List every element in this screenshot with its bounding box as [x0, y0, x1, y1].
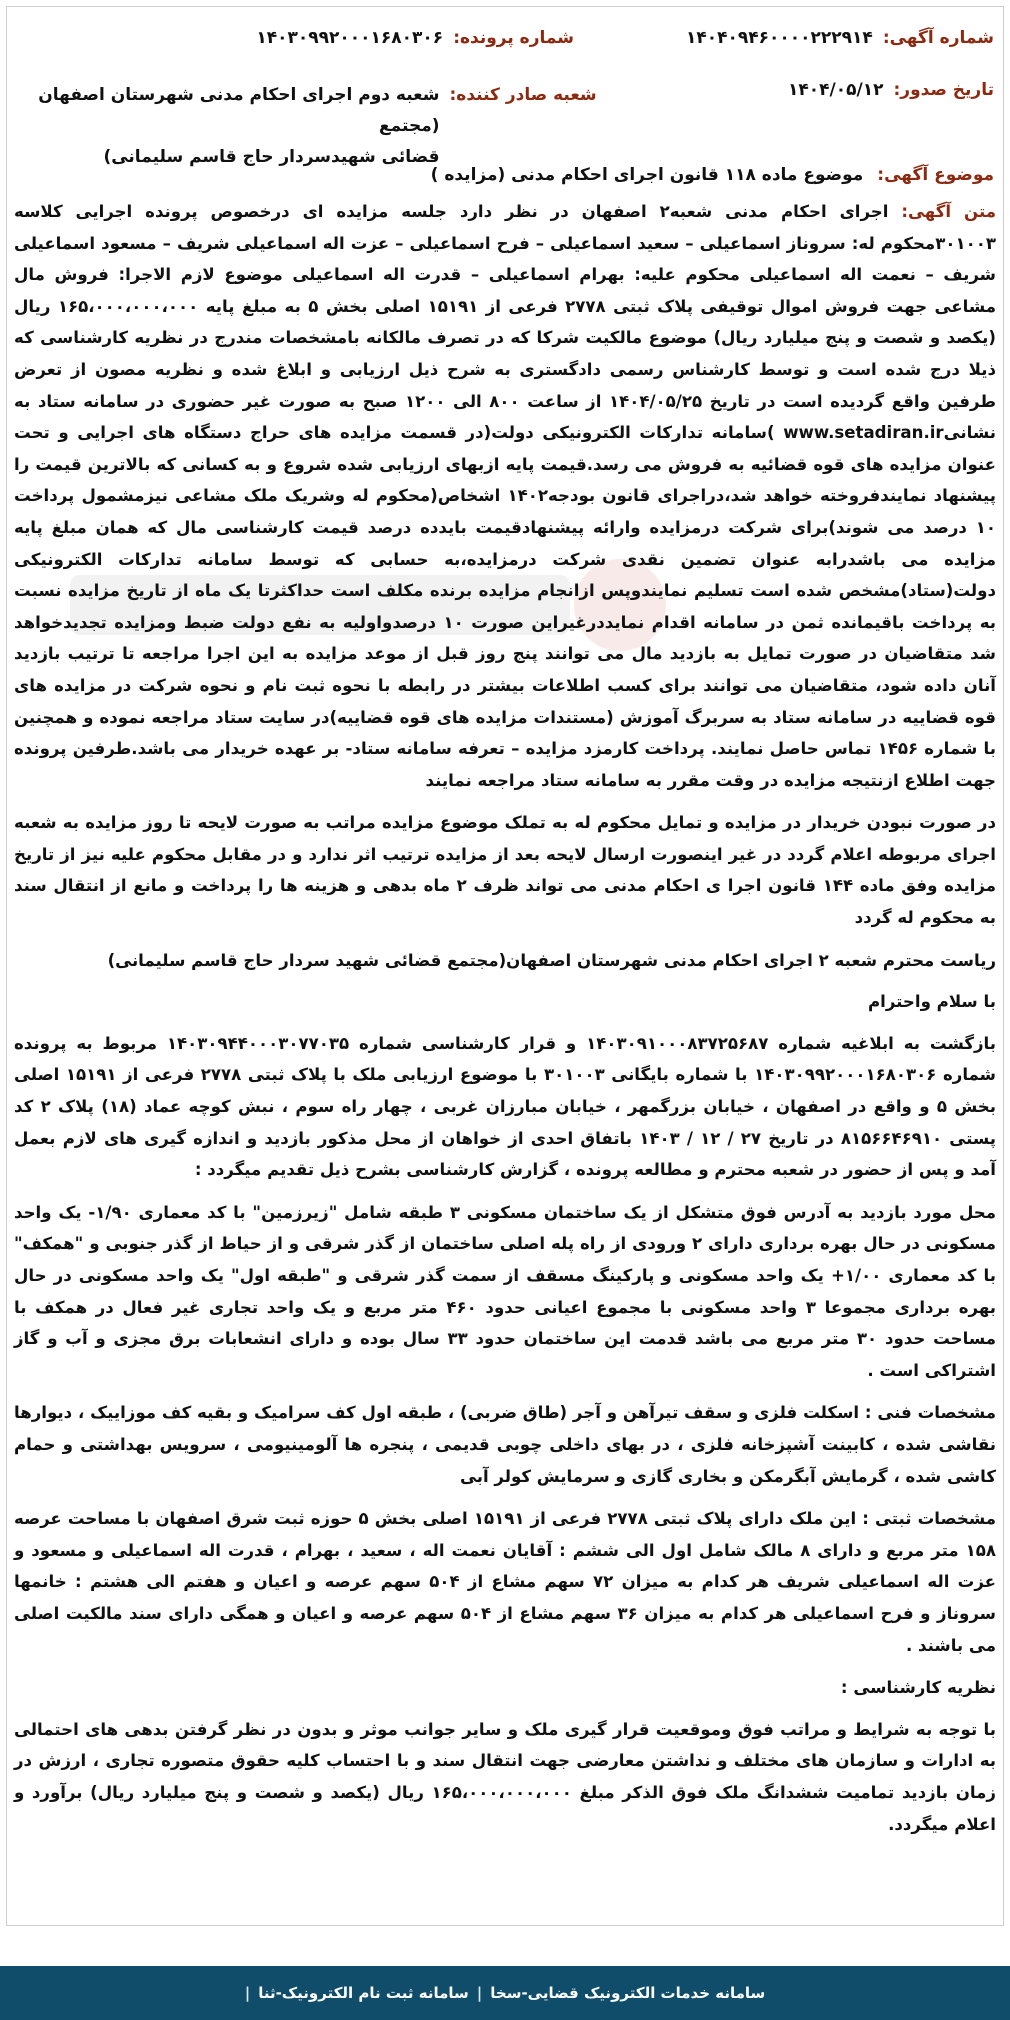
issuing-branch-line2: قضائی شهیدسردار حاج قاسم سلیمانی): [103, 147, 440, 167]
issuing-branch-value: [16, 80, 440, 173]
paragraph-property-description: محل مورد بازدید به آدرس فوق متشکل از یک ساختمان مسکونی ۳ طبقه شامل "زیرزمین" با کد معماری ۱/۹۰- یک واحد مسکونی در حال بهره برداری دارای ۲ ورودی از راه پله اصلی ساختمان از گذر شرقی و از حیاط از گذر جنوبی و "همکف" با کد معماری ۱/۰۰+ یک واحد مسکونی و پارکینگ مسقف از سمت گذر شرقی و "طبقه اول" یک واحد مسکونی در حال بهره برداری مجموعا ۳ واحد مسکونی با مجموع اعیانی حدود ۴۶۰ متر مربع و یک واحد تجاری غیر فعال در همکف با مساحت حدود ۳۰ متر مربع می باشد قدمت این ساختمان حدود ۳۳ سال بوده و دارای انشعابات برق مجزی و آب و گاز اشتراکی است .: [14, 1202, 997, 1380]
issuing-branch-line1: شعبه دوم اجرای احکام مدنی شهرستان اصفهان (مجتمع: [38, 85, 440, 136]
paragraph-expert-opinion-title: نظریه کارشناسی :: [840, 1678, 996, 1698]
issue-date: [697, 80, 994, 173]
paragraph-greeting: با سلام واحترام: [867, 992, 996, 1012]
footer-links: [245, 1984, 766, 2002]
footer-separator: |: [476, 1984, 483, 2002]
paragraph-technical-specs: مشخصات فنی : اسکلت فلزی و سقف تیرآهن و آجر (طاق ضربی) ، طبقه اول کف سرامیک و بقیه کف موزاییک ، دیوارها نقاشی شده ، کابینت آشپزخانه فلزی ، در بهای داخلی چوبی قدیمی ، پنجره ها آلومینیومی ، سرویس بهداشتی و حمام کاشی شده ، گرمایش آبگرمکن و بخاری گازی و سرمایش کولر آبی: [14, 1403, 996, 1486]
paragraph-expert-intro: بازگشت به ابلاغیه شماره ۱۴۰۳۰۹۱۰۰۰۸۳۷۲۵۶۸۷ و قرار کارشناسی شماره ۱۴۰۳۰۹۴۴۰۰۰۳۰۷۷۰۳۵ مربوط به پرونده شماره ۱۴۰۳۰۹۹۲۰۰۰۱۶۸۰۳۰۶ با شماره بایگانی ۳۰۱۰۰۳ با موضوع ارزیابی ملک با پلاک ثبتی ۲۷۷۸ فرعی از ۱۵۱۹۱ اصلی بخش ۵ و واقع در اصفهان ، خیابان بزرگمهر ، خیابان مبارزان غربی ، چهار راه سوم ، نبش کوچه عماد (۱۸) پلاک ۲ کد پستی ۸۱۵۶۶۴۶۹۱۰ در تاریخ ۲۷ / ۱۲ / ۱۴۰۳ باتفاق احدی از خواهان از محل مذکور بازدید و اندازه گیری های لازم بعمل آمد و پس از حضور در شعبه محترم و مطالعه پرونده ، گزارش کارشناسی بشرح ذیل تقدیم میگردد :: [14, 1033, 997, 1180]
footer-separator-trailing: |: [244, 1984, 251, 2002]
footer-bar: [0, 1966, 1010, 2020]
issue-date-label: تاریخ صدور:: [893, 80, 994, 100]
paragraph-expert-opinion: با توجه به شرایط و مراتب فوق وموقعیت قرار گیری ملک و سایر جوانب موثر و بدون در نظر گرفتن بدهی های احتمالی به ادارات و سازمان های مختلف و نداشتن معارضی جهت انتقال سند و با احتساب کلیه حقوق متصوره تجاری ، ارزش در زمان بازدید تمامیت ششدانگ ملک فوق الذکر مبلغ ۱۶۵،۰۰۰،۰۰۰،۰۰۰ ریال (یکصد و شصت و پنج میلیارد ریال) برآورد و اعلام میگردد.: [14, 1719, 996, 1834]
notice-number-label: شماره آگهی:: [882, 28, 994, 48]
notice-number-value: ۱۴۰۴۰۹۴۶۰۰۰۰۲۲۲۹۱۴: [686, 28, 873, 48]
paragraph-auction-notice-text: اجرای احکام مدنی شعبه۲ اصفهان در نظر دارد جلسه مزایده ای درخصوص پرونده اجرایی کلاسه ۳۰۱۰۰۳محکوم له: سروناز اسماعیلی – سعید اسماعیلی – فرح اسماعیلی – عزت اله اسماعیلی شریف – مسعود اسماعیلی شریف – نعمت اله اسماعیلی محکوم علیه: بهرام اسماعیلی – قدرت اله اسماعیلی موضوع لازم الاجرا: فروش مال مشاعی جهت فروش اموال توقیفی پلاک ثبتی ۲۷۷۸ فرعی از ۱۵۱۹۱ اصلی بخش ۵ به مبلغ پایه ۱۶۵،۰۰۰،۰۰۰،۰۰۰ ریال (یکصد و شصت و پنج میلیارد ریال) موضوع مالکیت شرکا که در تصرف مالکانه بامشخصات مندرج در نظریه کارشناسی که ذیلا درج شده است و توسط کارشناس رسمی دادگستری به شرح ذیل ارزیابی و ابلاغ شده و نظریه مصون از تعرض طرفین واقع گردیده است در تاریخ ۱۴۰۴/۰۵/۲۵ از ساعت ۸۰۰ الی ۱۲۰۰ صبح به صورت غیر حضوری در سامانه ستاد به نشانیwww.setadiran.ir )سامانه تدارکات الکترونیکی دولت(در قسمت مزایده های حراج دستگاه های اجرایی و تحت عنوان مزایده های قوه قضائیه به فروش می رسد.قیمت پایه ازبهای ارزیابی شده شروع و به کسانی که بالاترین قیمت را پیشنهاد نمایندفروخته خواهد شد،دراجرای قانون بودجه۱۴۰۲ اشخاص(محکوم له وشریک ملک مشاعی نیزمشمول پرداخت ۱۰ درصد می شوند)برای شرکت درمزایده وارائه پیشنهادقیمت بایدده درصد قیمت کارشناسی مال که همان مبلغ پایه مزایده می باشدرابه عنوان تضمین نقدی شرکت درمزایده،به حسابی که توسط سامانه تدارکات الکترونیکی دولت(ستاد)مشخص شده است تسلیم نمایندوپس ازانجام مزایده برنده مکلف است حداکثرتا یک ماه از تاریخ مزایده نسبت به پرداخت باقیمانده ثمن در سامانه اقدام نمایددرغیراین صورت ۱۰ درصدواولیه به نفع دولت ضبط ومزایده تجدیدخواهد شد متقاضیان در صورت تمایل به بازدید مال می توانند پنج روز قبل از موعد مزایده به این اجرا مراجعه تا ترتیب بازدید آنان داده شود، متقاضیان می توانند برای کسب اطلاعات بیشتر در رابطه با نحوه ثبت نام و نحوه شرکت در مزایده های قوه قضاییه در سامانه ستاد به سربرگ آموزش (مستندات مزایده های قوه قضاییه)در سایت ستاد مراجعه نموده و همچنین با شماره ۱۴۵۶ تماس حاصل نمایند. پرداخت کارمزد مزایده – تعرفه سامانه ستاد- بر عهده خریدار می باشد.طرفین پرونده جهت اطلاع ازنتیجه مزایده در وقت مقرر به سامانه ستاد مراجعه نمایند: [14, 202, 996, 790]
notice-text: [14, 196, 996, 1851]
header-row-1: [16, 28, 994, 48]
issue-date-value: ۱۴۰۴/۰۵/۱۲: [788, 80, 884, 100]
case-number: [256, 28, 574, 48]
paragraph-addressee: ریاست محترم شعبه ۲ اجرای احکام مدنی شهرستان اصفهان(مجتمع قضائی شهید سردار حاج قاسم سلیمانی): [107, 950, 996, 970]
paragraph-auction-notice: [14, 196, 996, 796]
case-number-label: شماره پرونده:: [453, 28, 574, 48]
notice-number: [674, 28, 994, 48]
case-number-value: ۱۴۰۳۰۹۹۲۰۰۰۱۶۸۰۳۰۶: [256, 28, 444, 48]
footer-link-sana[interactable]: سامانه ثبت نام الکترونیک-ثنا: [258, 1984, 469, 2002]
subject-value: موضوع ماده ۱۱۸ قانون اجرای احکام مدنی (مزایده ): [430, 165, 864, 185]
issuing-branch-label: شعبه صادر کننده:: [449, 85, 597, 105]
footer-link-sakha[interactable]: سامانه خدمات الکترونیک قضایی-سخا: [490, 1984, 766, 2002]
header-row-2: [16, 80, 994, 173]
subject-label: موضوع آگهی:: [877, 165, 994, 185]
paragraph-registration-specs: مشخصات ثبتی : این ملک دارای پلاک ثبتی ۲۷۷۸ فرعی از ۱۵۱۹۱ اصلی بخش ۵ حوزه ثبت شرق اصفهان با مساحت عرصه ۱۵۸ متر مربع و دارای ۸ مالک شامل اول الی ششم : آقایان نعمت اله ، سعید ، بهرام ، قدرت اله اسماعیلی و مسعود و عزت اله اسماعیلی شریف هر کدام به میزان ۷۲ سهم مشاع از ۵۰۴ سهم عرصه و اعیان و هفتم الی هشتم : خانمها سروناز و فرح اسماعیلی هر کدام به میزان ۳۶ سهم مشاع از ۵۰۴ سهم عرصه و اعیان و همگی دارای سند مالکیت اصلی می باشند .: [14, 1509, 997, 1655]
paragraph-no-buyer: در صورت نبودن خریدار در مزایده و تمایل محکوم له به تملک موضوع مزایده مراتب به صورت لایحه تا روز مزایده به شعبه اجرای مربوطه اعلام گردد در غیر اینصورت ارسال لایحه بعد از مزایده ترتیب اثر ندارد و در مقابل محکوم علیه نیز از تاریخ مزایده وفق ماده ۱۴۴ قانون اجرا ی احکام مدنی می تواند ظرف ۲ ماه بدهی و هزینه ها را پرداخت و مانع از انتقال سند به محکوم له گردد: [14, 813, 996, 928]
issuing-branch: [16, 80, 597, 173]
text-label: متن آگهی:: [901, 202, 996, 221]
subject-row: [16, 165, 994, 185]
